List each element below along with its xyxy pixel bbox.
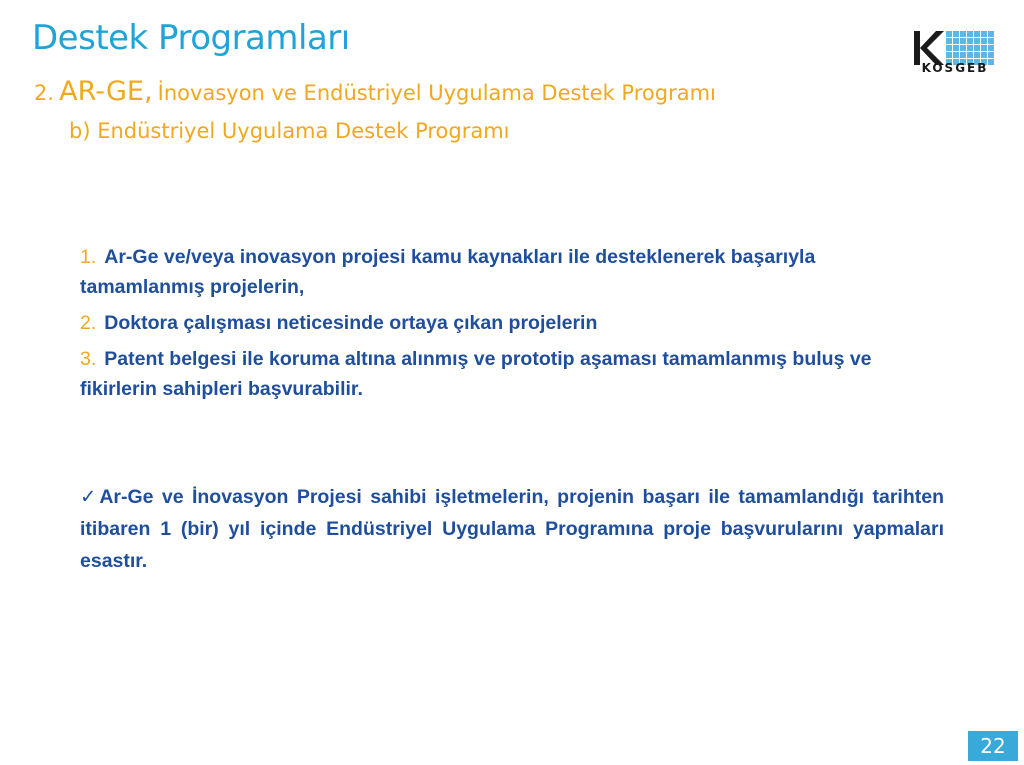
note-text: Ar-Ge ve İnovasyon Projesi sahibi işletmelerin, projenin başarı ile tamamlandığı tarihten itibaren 1 (bir) yıl içinde Endüstriyel Uygulama Programına proje başvurularını yapmaları esastır. <box>80 486 945 572</box>
list-text: Doktora çalışması neticesinde ortaya çıkan projelerin <box>104 312 598 334</box>
logo-grid-square <box>960 38 966 44</box>
logo-grid-square <box>953 31 959 37</box>
logo-grid-square <box>967 45 973 51</box>
eligibility-list <box>80 242 944 410</box>
logo-grid-square <box>974 31 980 37</box>
logo-grid-square <box>974 45 980 51</box>
logo-grid-square <box>981 31 987 37</box>
list-number: 2. <box>80 312 97 334</box>
list-text: Ar-Ge ve/veya inovasyon projesi kamu kaynakları ile desteklenerek başarıyla tamamlanmış projelerin, <box>80 246 816 298</box>
logo-grid-square <box>988 52 994 58</box>
logo-grid-square <box>974 52 980 58</box>
section-heading: b) Endüstriyel Uygulama Destek Programı <box>69 119 510 143</box>
logo-grid-square <box>960 31 966 37</box>
list-item <box>80 344 944 404</box>
list-item <box>80 242 944 302</box>
list-number: 1. <box>80 246 97 268</box>
logo-grid-square <box>974 38 980 44</box>
subtitle-number: 2. <box>34 81 55 105</box>
logo-grid-square <box>988 38 994 44</box>
checkmark-icon: ✓ <box>80 486 100 508</box>
logo-grid-square <box>981 52 987 58</box>
logo-grid-square <box>946 52 952 58</box>
list-text: Patent belgesi ile koruma altına alınmış ve prototip aşaması tamamlanmış buluş ve fikirlerin sahipleri başvurabilir. <box>80 348 872 400</box>
page-title: Destek Programları <box>32 18 350 58</box>
logo-grid-square <box>967 52 973 58</box>
logo-text: KOSGEB <box>921 61 989 75</box>
program-subtitle <box>34 76 716 107</box>
requirement-note <box>80 481 944 577</box>
logo-grid-square <box>988 45 994 51</box>
logo-grid-square <box>946 38 952 44</box>
logo-grid-square <box>981 38 987 44</box>
page-number-badge: 22 <box>968 731 1018 761</box>
logo-grid-square <box>946 45 952 51</box>
logo-grid-square <box>988 31 994 37</box>
list-number: 3. <box>80 348 97 370</box>
logo-grid-square <box>960 52 966 58</box>
logo-grid-square <box>967 31 973 37</box>
logo-grid-square <box>953 38 959 44</box>
logo-grid-square <box>953 52 959 58</box>
logo-grid-square <box>946 31 952 37</box>
subtitle-abbr: AR-GE, <box>59 76 153 107</box>
logo-grid-square <box>960 45 966 51</box>
subtitle-rest: İnovasyon ve Endüstriyel Uygulama Destek Programı <box>157 81 716 105</box>
logo-grid-square <box>967 38 973 44</box>
logo-grid-square <box>953 45 959 51</box>
logo-grid-square <box>981 45 987 51</box>
list-item <box>80 308 944 338</box>
